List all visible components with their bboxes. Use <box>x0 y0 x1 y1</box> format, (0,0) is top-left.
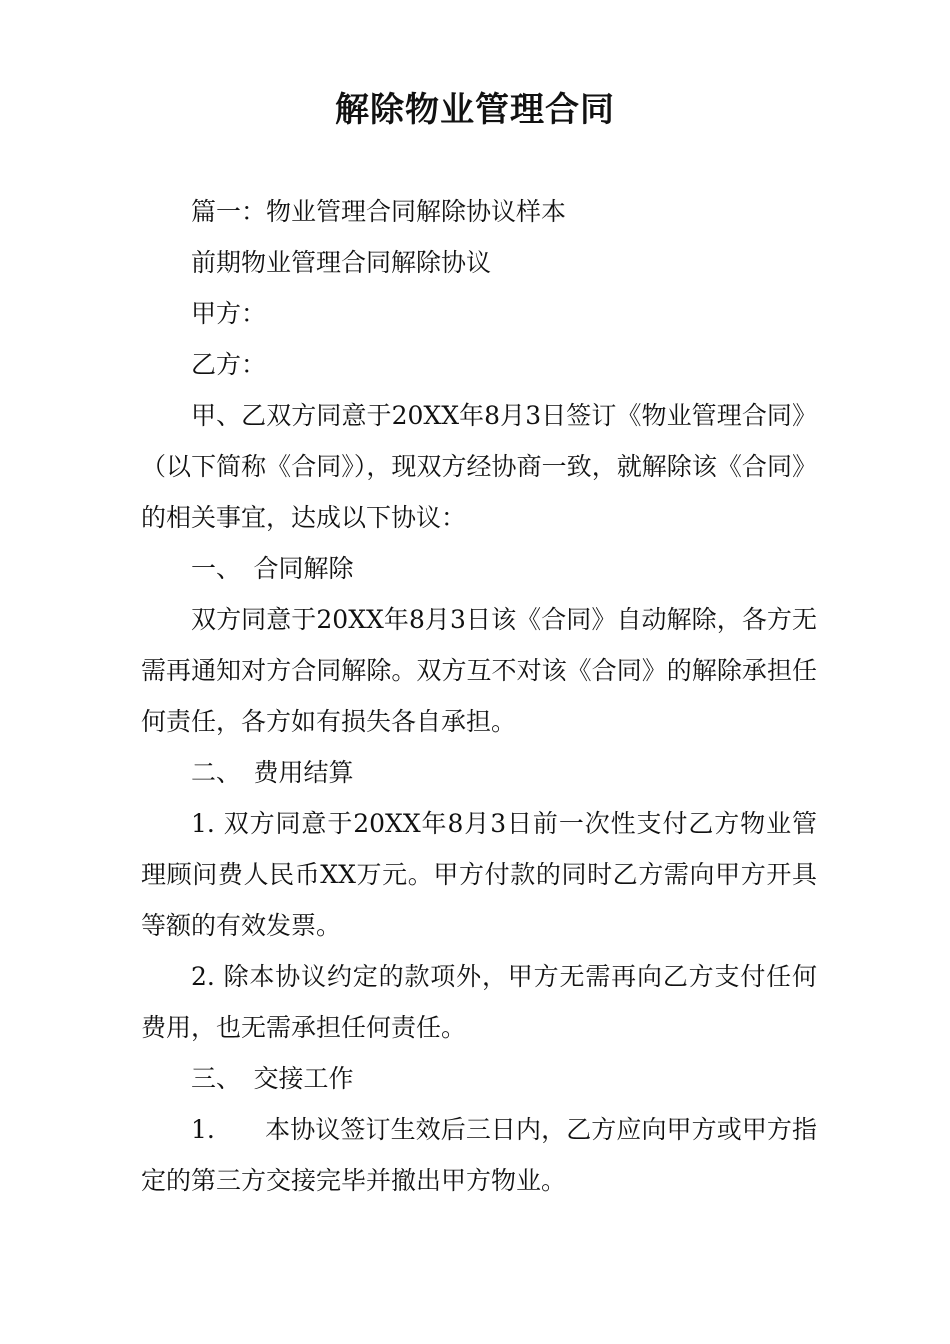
section-heading-handover: 三、 交接工作 <box>191 1064 354 1093</box>
paragraph-preamble: 甲、乙双方同意于20XX年8月3日签订《物业管理合同》（以下简称《合同》），现双方经协商一致，就解除该《合同》的相关事宜，达成以下协议： <box>141 401 817 532</box>
paragraph-settlement-1: 1. 双方同意于20XX年8月3日前一次性支付乙方物业管理顾问费人民币XX万元。甲方付款的同时乙方需向甲方开具等额的有效发票。 <box>141 809 817 940</box>
paragraph-agreement-title: 前期物业管理合同解除协议 <box>191 248 492 277</box>
paragraph-settlement-2: 2. 除本协议约定的款项外，甲方无需再向乙方支付任何费用，也无需承担任何责任。 <box>141 962 817 1042</box>
paragraph-handover-1: 1. 本协议签订生效后三日内，乙方应向甲方或甲方指定的第三方交接完毕并撤出甲方物业。 <box>141 1115 817 1195</box>
document-title: 解除物业管理合同 <box>335 90 615 130</box>
document-body <box>141 186 817 1206</box>
paragraph-party-a: 甲方： <box>191 299 267 328</box>
paragraph-heading-part-one: 篇一：物业管理合同解除协议样本 <box>191 197 567 226</box>
section-heading-settlement: 二、 费用结算 <box>191 758 354 787</box>
paragraph-termination: 双方同意于20XX年8月3日该《合同》自动解除，各方无需再通知对方合同解除。双方互不对该《合同》的解除承担任何责任，各方如有损失各自承担。 <box>141 605 817 736</box>
paragraph-party-b: 乙方： <box>191 350 267 379</box>
section-heading-termination: 一、 合同解除 <box>191 554 354 583</box>
